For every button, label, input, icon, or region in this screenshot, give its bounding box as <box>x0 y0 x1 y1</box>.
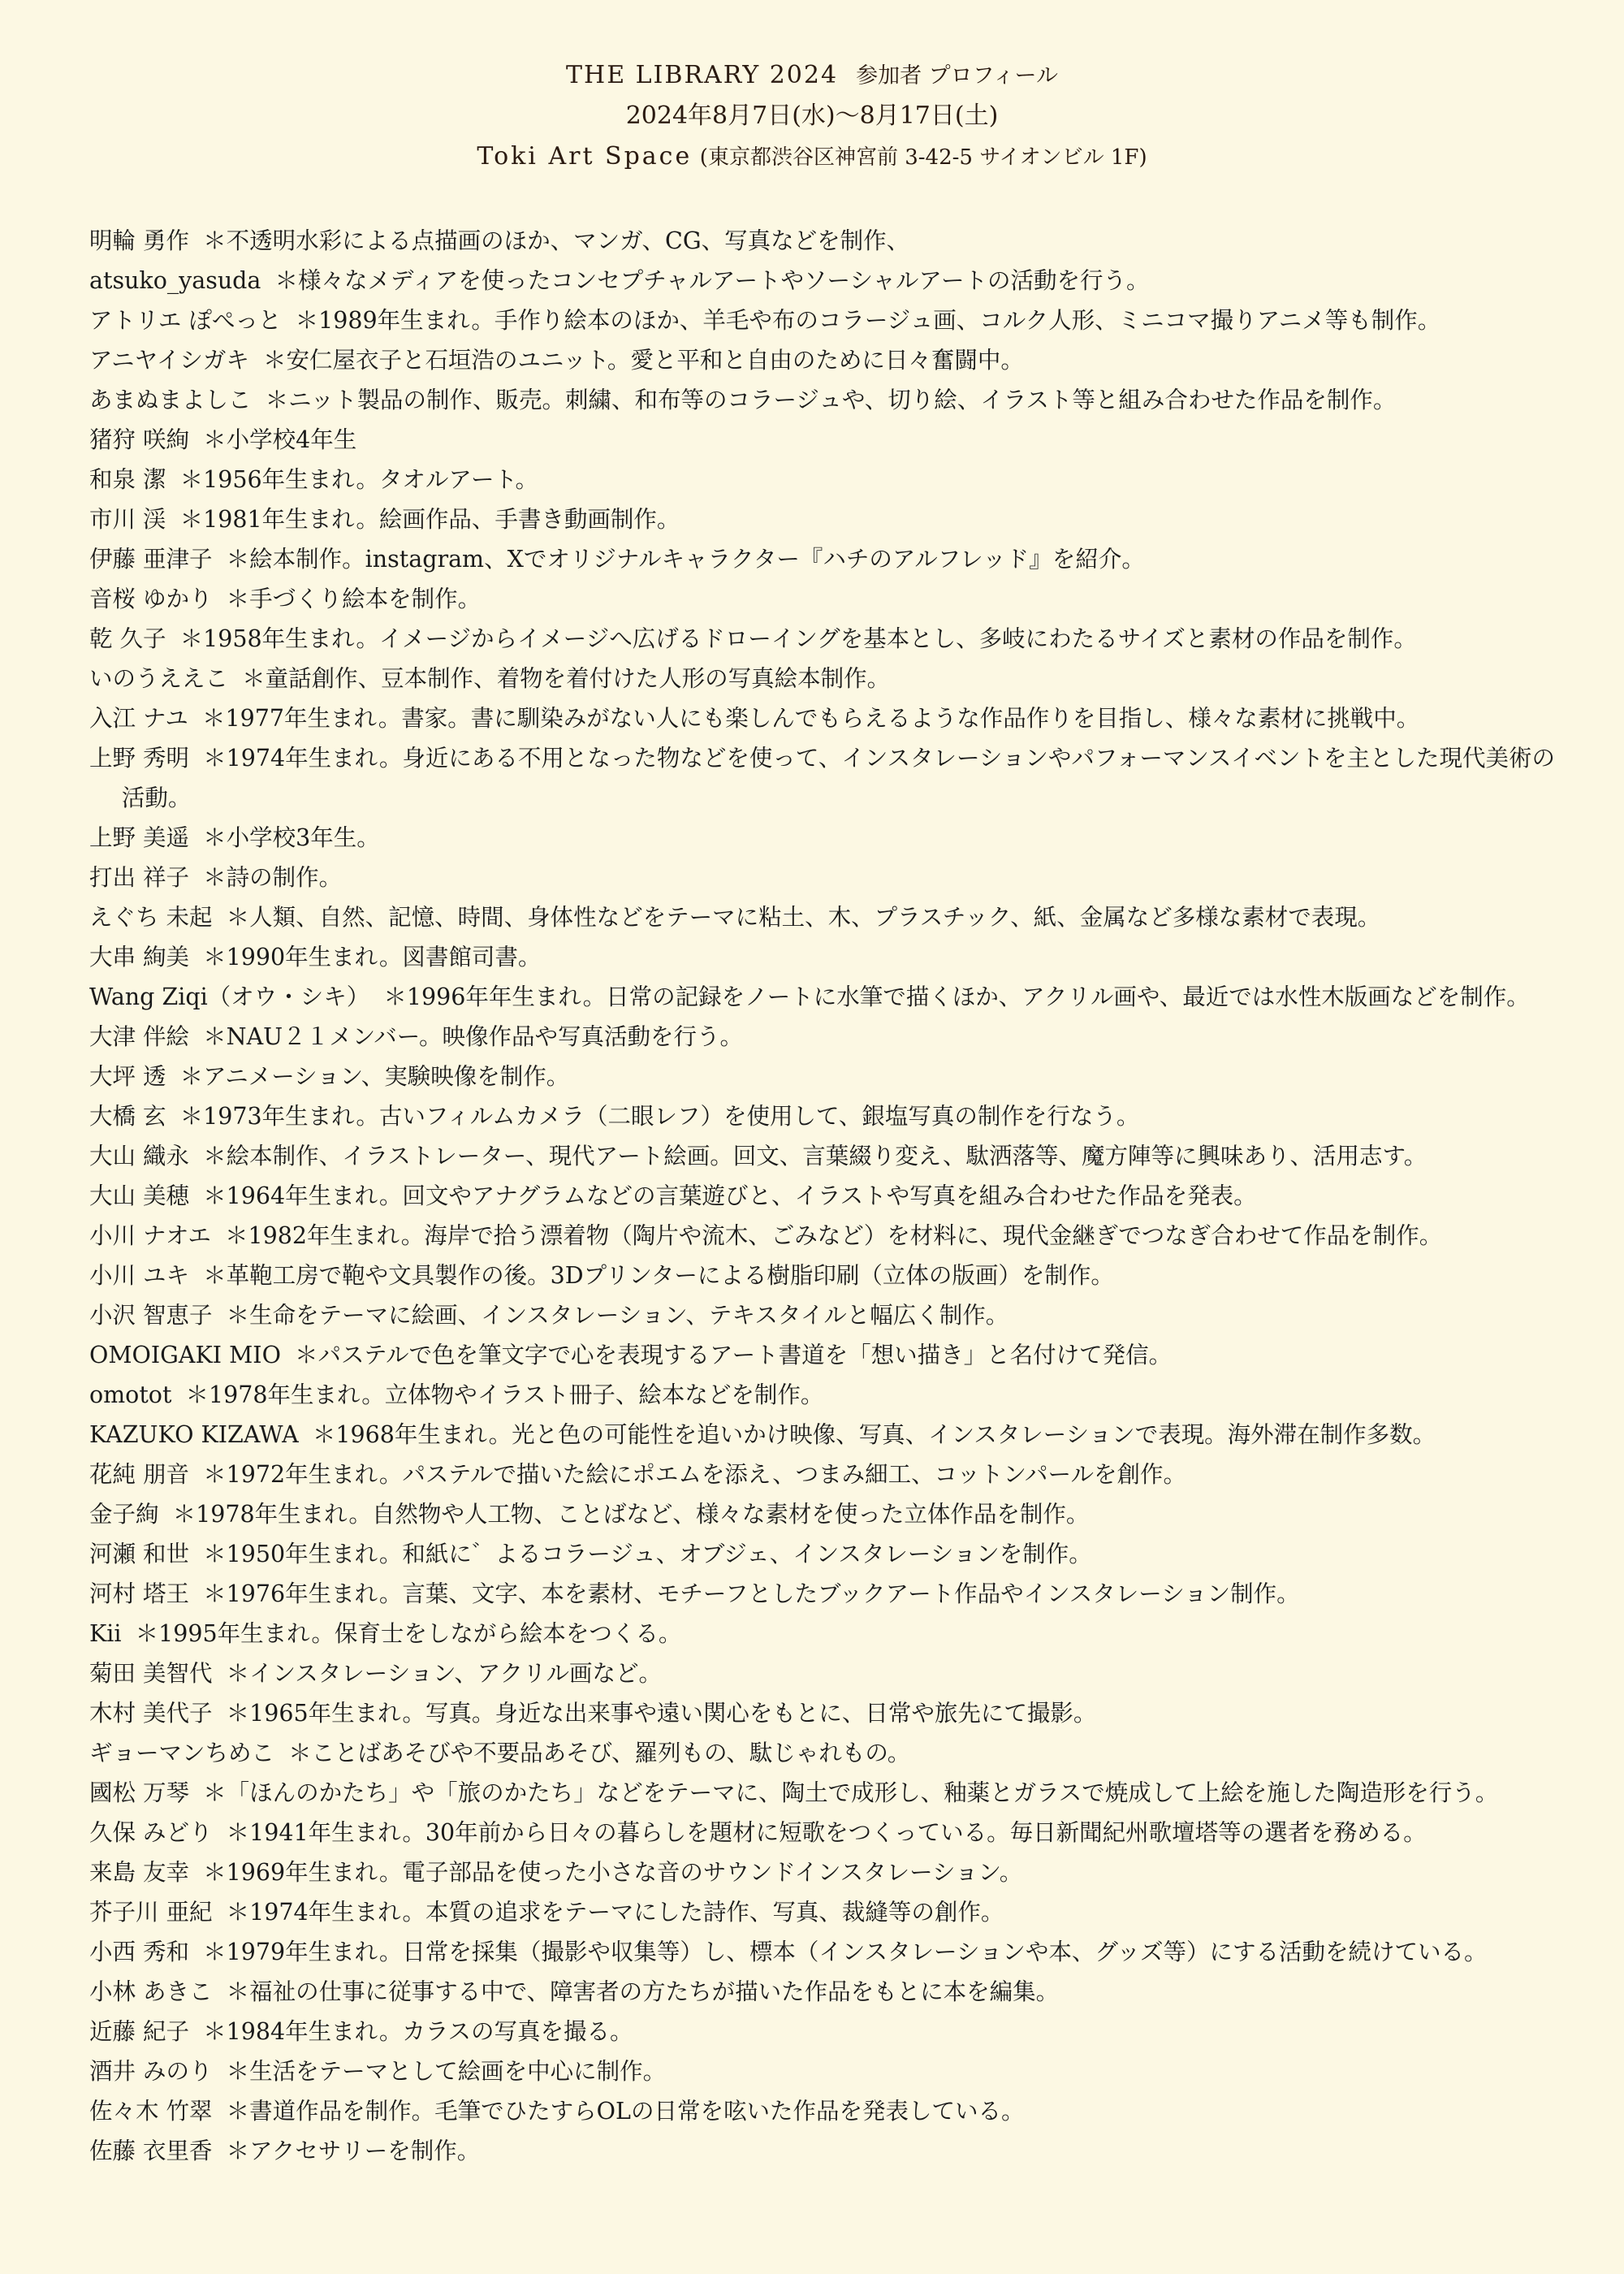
participant-description: ＊1974年生まれ。身近にある不用となった物などを使って、インスタレーションやパフォーマンスイベントを主とした現代美術の活動。 <box>121 745 1555 811</box>
participant-description: ＊1977年生まれ。書家。書に馴染みがない人にも楽しんでもらえるような作品作りを目指し、様々な素材に挑戦中。 <box>202 705 1420 732</box>
participant-entry <box>89 738 1559 818</box>
participant-name: えぐち 未起 <box>89 904 213 931</box>
participant-entry <box>89 499 1559 539</box>
participant-description: ＊小学校4年生 <box>203 426 357 453</box>
participant-entry <box>89 340 1559 380</box>
participant-name: 小川 ユキ <box>89 1262 190 1289</box>
participant-description: ＊1965年生まれ。写真。身近な出来事や遠い関心をもとに、日常や旅先にて撮影。 <box>226 1700 1097 1727</box>
participant-list <box>89 221 1559 2171</box>
participant-description: ＊1981年生まれ。絵画作品、手書き動画制作。 <box>179 506 680 533</box>
participant-name: 小林 あきこ <box>89 1978 213 2005</box>
participant-entry <box>89 1017 1559 1057</box>
participant-description: ＊様々なメディアを使ったコンセプチャルアートやソーシャルアートの活動を行う。 <box>274 267 1150 294</box>
participant-description: ＊インスタレーション、アクリル画など。 <box>226 1660 663 1687</box>
participant-entry <box>89 1654 1559 1693</box>
participant-description: ＊生活をテーマとして絵画を中心に制作。 <box>226 2058 667 2085</box>
participant-name: 久保 みどり <box>89 1819 213 1846</box>
participant-entry <box>89 261 1559 300</box>
participant-description: ＊1978年生まれ。自然物や人工物、ことばなど、様々な素材を使った立体作品を制作。 <box>172 1501 1090 1528</box>
participant-name: 大串 絢美 <box>89 944 190 971</box>
participant-name: 和泉 潔 <box>89 466 166 493</box>
participant-entry <box>89 2131 1559 2171</box>
participant-description: ＊1964年生まれ。回文やアナグラムなどの言葉遊びと、イラストや写真を組み合わせた作品を発表。 <box>203 1182 1257 1209</box>
participant-name: 芥子川 亜紀 <box>89 1899 213 1926</box>
participant-name: 河瀬 和世 <box>89 1541 190 1567</box>
participant-name: 大橋 玄 <box>89 1103 166 1130</box>
participant-description: ＊パステルで色を筆文字で心を表現するアート書道を「想い描き」と名付けて発信。 <box>295 1342 1173 1368</box>
participant-description: ＊革鞄工房で鞄や文具製作の後。3Dプリンターによる樹脂印刷（立体の版画）を制作。 <box>203 1262 1114 1289</box>
participant-name: 明輪 勇作 <box>89 227 190 254</box>
participant-entry <box>89 1614 1559 1654</box>
participant-name: 伊藤 亜津子 <box>89 546 213 573</box>
participant-name: あまぬまよしこ <box>89 387 252 413</box>
participant-name: 佐々木 竹翠 <box>89 2098 213 2125</box>
participant-name: 大坪 透 <box>89 1063 166 1090</box>
participant-description: ＊童話創作、豆本制作、着物を着付けた人形の写真絵本制作。 <box>242 665 891 692</box>
participant-description: ＊1968年生まれ。光と色の可能性を追いかけ映像、写真、インスタレーションで表現。海外滞在制作多数。 <box>312 1421 1436 1448</box>
participant-entry <box>89 937 1559 977</box>
participant-entry <box>89 1932 1559 1972</box>
venue-line <box>0 136 1624 177</box>
participant-name: 金子絢 <box>89 1501 159 1528</box>
participant-description: ＊1989年生まれ。手作り絵本のほか、羊毛や布のコラージュ画、コルク人形、ミニコマ撮りアニメ等も制作。 <box>295 307 1441 334</box>
participant-description: ＊生命をテーマに絵画、インスタレーション、テキスタイルと幅広く制作。 <box>226 1302 1009 1329</box>
participant-description: ＊ことばあそびや不要品あそび、羅列もの、駄じゃれもの。 <box>288 1740 911 1766</box>
participant-description: ＊1990年生まれ。図書館司書。 <box>203 944 542 971</box>
participant-name: アニヤイシガキ <box>89 347 249 374</box>
participant-name: 音桜 ゆかり <box>89 586 213 612</box>
participant-name: 上野 秀明 <box>89 745 190 772</box>
participant-description: ＊書道作品を制作。毛筆でひたすらOLの日常を呟いた作品を発表している。 <box>226 2098 1025 2125</box>
participant-entry <box>89 1534 1559 1574</box>
participant-description: ＊手づくり絵本を制作。 <box>226 586 482 612</box>
participant-name: 小川 ナオエ <box>89 1222 211 1249</box>
participant-entry <box>89 1176 1559 1216</box>
participant-description: ＊1941年生まれ。30年前から日々の暮らしを題材に短歌をつくっている。毎日新聞紀州歌壇塔等の選者を務める。 <box>226 1819 1427 1846</box>
participant-name: KAZUKO KIZAWA <box>89 1421 299 1448</box>
participant-description: ＊安仁屋衣子と石垣浩のユニット。愛と平和と自由のために日々奮闘中。 <box>263 347 1024 374</box>
participant-entry <box>89 1455 1559 1494</box>
participant-description: ＊1969年生まれ。電子部品を使った小さな音のサウンドインスタレーション。 <box>203 1859 1023 1886</box>
participant-entry <box>89 2051 1559 2091</box>
document-header <box>0 55 1624 177</box>
participant-name: 市川 渓 <box>89 506 166 533</box>
participant-entry <box>89 1335 1559 1375</box>
participant-entry <box>89 1295 1559 1335</box>
participant-description: ＊不透明水彩による点描画のほか、マンガ、CG、写真などを制作、 <box>203 227 910 254</box>
participant-description: ＊1950年生まれ。和紙に゛よるコラージュ、オブジェ、インスタレーションを制作。 <box>203 1541 1092 1567</box>
participant-name: atsuko_yasuda <box>89 267 261 294</box>
participant-name: 花純 朋音 <box>89 1461 190 1488</box>
participant-name: 猪狩 咲絢 <box>89 426 190 453</box>
participant-description: ＊NAU２１メンバー。映像作品や写真活動を行う。 <box>203 1023 744 1050</box>
participant-entry <box>89 420 1559 460</box>
participant-entry <box>89 1892 1559 1932</box>
participant-entry <box>89 1813 1559 1852</box>
participant-description: ＊1978年生まれ。立体物やイラスト冊子、絵本などを制作。 <box>185 1381 824 1408</box>
participant-description: ＊1982年生まれ。海岸で拾う漂着物（陶片や流木、ごみなど）を材料に、現代金継ぎでつなぎ合わせて作品を制作。 <box>224 1222 1443 1249</box>
participant-entry <box>89 818 1559 858</box>
participant-description: ＊1979年生まれ。日常を採集（撮影や収集等）し、標本（インスタレーションや本、グッズ等）にする活動を続けている。 <box>203 1939 1488 1965</box>
participant-entry <box>89 1256 1559 1295</box>
participant-description: ＊1984年生まれ。カラスの写真を撮る。 <box>203 2018 633 2045</box>
participant-description: ＊人類、自然、記憶、時間、身体性などをテーマに粘土、木、プラスチック、紙、金属など多様な素材で表現。 <box>226 904 1381 931</box>
participant-entry <box>89 858 1559 897</box>
participant-description: ＊ニット製品の制作、販売。刺繍、和布等のコラージュや、切り絵、イラスト等と組み合わせた作品を制作。 <box>265 387 1397 413</box>
participant-name: 入江 ナユ <box>89 705 188 732</box>
exhibition-title: THE LIBRARY 2024 <box>566 61 839 89</box>
participant-entry <box>89 1972 1559 2012</box>
participant-entry <box>89 1375 1559 1415</box>
participant-name: 小西 秀和 <box>89 1939 190 1965</box>
participant-entry <box>89 659 1559 698</box>
document-title: 参加者 プロフィール <box>856 63 1058 89</box>
participant-entry <box>89 619 1559 659</box>
participant-entry <box>89 380 1559 420</box>
participant-name: 来島 友幸 <box>89 1859 190 1886</box>
participant-description: ＊1956年生まれ。タオルアート。 <box>179 466 538 493</box>
participant-name: 打出 祥子 <box>89 864 190 891</box>
participant-name: 河村 塔王 <box>89 1580 190 1607</box>
participant-description: ＊絵本制作、イラストレーター、現代アート絵画。回文、言葉綴り変え、駄洒落等、魔方陣等に興味あり、活用志す。 <box>203 1143 1427 1169</box>
participant-description: ＊絵本制作。instagram、Xでオリジナルキャラクター『ハチのアルフレッド』を紹介。 <box>226 546 1145 573</box>
participant-entry <box>89 1693 1559 1733</box>
participant-name: 大津 伴絵 <box>89 1023 190 1050</box>
participant-description: ＊1996年年生まれ。日常の記録をノートに水筆で描くほか、アクリル画や、最近では水性木版画などを制作。 <box>383 984 1530 1010</box>
participant-description: ＊1995年生まれ。保育士をしながら絵本をつくる。 <box>135 1620 682 1647</box>
venue-name: Toki Art Space <box>477 142 693 171</box>
participant-entry <box>89 1733 1559 1773</box>
participant-description: ＊1972年生まれ。パステルで描いた絵にポエムを添え、つまみ細工、コットンパールを創作。 <box>203 1461 1186 1488</box>
participant-entry <box>89 1096 1559 1136</box>
participant-description: ＊小学校3年生。 <box>203 824 380 851</box>
participant-name: アトリエ ぽぺっと <box>89 307 282 334</box>
participant-entry <box>89 1494 1559 1534</box>
participant-description: ＊1974年生まれ。本質の追求をテーマにした詩作、写真、裁縫等の創作。 <box>226 1899 1004 1926</box>
exhibition-dates: 2024年8月7日(水)〜8月17日(土) <box>625 102 999 130</box>
participant-description: ＊1976年生まれ。言葉、文字、本を素材、モチーフとしたブックアート作品やインスタレーション制作。 <box>203 1580 1300 1607</box>
participant-name: 佐藤 衣里香 <box>89 2138 213 2164</box>
participant-entry <box>89 1057 1559 1096</box>
participant-name: いのうええこ <box>89 665 229 692</box>
participant-name: omotot <box>89 1381 172 1408</box>
participant-name: 酒井 みのり <box>89 2058 213 2085</box>
participant-entry <box>89 539 1559 579</box>
title-line <box>0 55 1624 96</box>
participant-name: 大山 織永 <box>89 1143 190 1169</box>
venue-address: (東京都渋谷区神宮前 3-42-5 サイオンビル 1F) <box>699 145 1147 170</box>
participant-name: Kii <box>89 1620 122 1647</box>
participant-description: ＊「ほんのかたち」や「旅のかたち」などをテーマに、陶土で成形し、釉薬とガラスで焼成して上絵を施した陶造形を行う。 <box>203 1779 1499 1806</box>
participant-entry <box>89 300 1559 340</box>
participant-entry <box>89 897 1559 937</box>
participant-entry <box>89 977 1559 1017</box>
participant-name: 近藤 紀子 <box>89 2018 190 2045</box>
participant-entry <box>89 579 1559 619</box>
participant-name: 上野 美遥 <box>89 824 190 851</box>
participant-name: 菊田 美智代 <box>89 1660 213 1687</box>
participant-entry <box>89 1852 1559 1892</box>
participant-entry <box>89 2012 1559 2051</box>
participant-description: ＊詩の制作。 <box>203 864 343 891</box>
participant-entry <box>89 698 1559 738</box>
participant-name: 木村 美代子 <box>89 1700 213 1727</box>
participant-name: Wang Ziqi（オウ・シキ） <box>89 984 370 1010</box>
participant-entry <box>89 1415 1559 1455</box>
participant-name: 乾 久子 <box>89 625 166 652</box>
participant-entry <box>89 1574 1559 1614</box>
participant-name: 國松 万琴 <box>89 1779 190 1806</box>
participant-description: ＊1973年生まれ。古いフィルムカメラ（二眼レフ）を使用して、銀塩写真の制作を行なう。 <box>179 1103 1140 1130</box>
participant-description: ＊アクセサリーを制作。 <box>226 2138 481 2164</box>
participant-description: ＊福祉の仕事に従事する中で、障害者の方たちが描いた作品をもとに本を編集。 <box>226 1978 1060 2005</box>
participant-entry <box>89 1216 1559 1256</box>
participant-name: 小沢 智恵子 <box>89 1302 213 1329</box>
participant-name: 大山 美穂 <box>89 1182 190 1209</box>
participant-entry <box>89 1136 1559 1176</box>
participant-name: OMOIGAKI MIO <box>89 1342 281 1368</box>
participant-name: ギョーマンちめこ <box>89 1740 275 1766</box>
participant-entry <box>89 460 1559 499</box>
participant-entry <box>89 2091 1559 2131</box>
participant-description: ＊1958年生まれ。イメージからイメージへ広げるドローイングを基本とし、多岐にわたるサイズと素材の作品を制作。 <box>179 625 1417 652</box>
participant-description: ＊アニメーション、実験映像を制作。 <box>179 1063 570 1090</box>
participant-entry <box>89 221 1559 261</box>
participant-entry <box>89 1773 1559 1813</box>
